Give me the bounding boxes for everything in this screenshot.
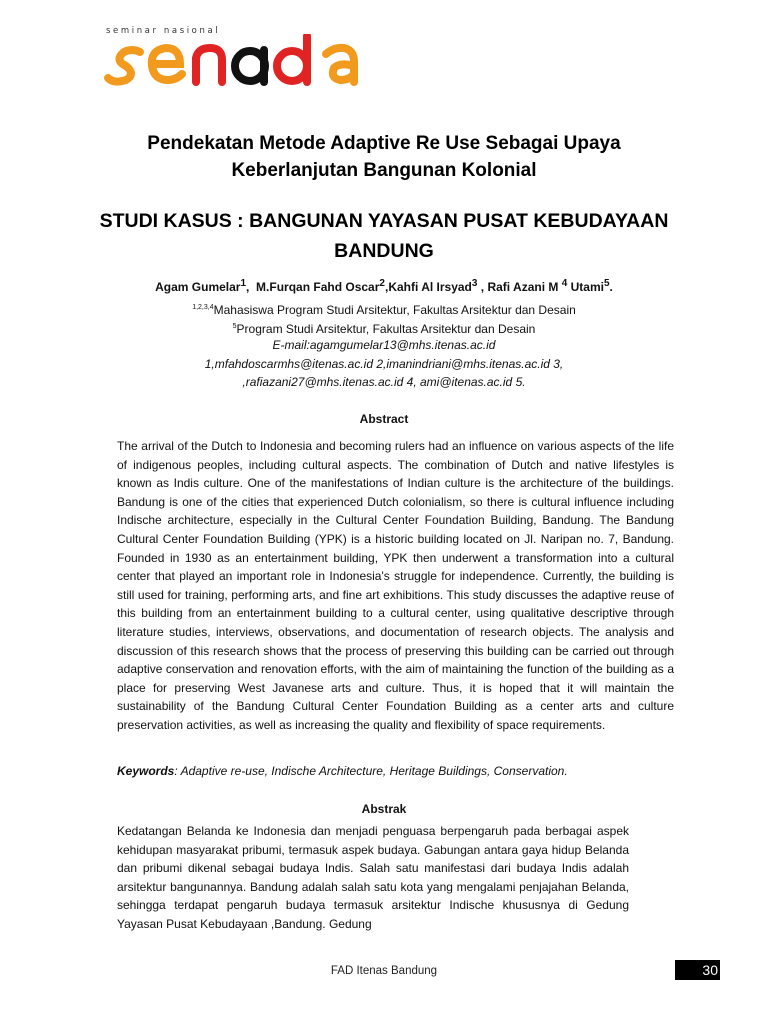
page-number: 30 [675,960,720,980]
affiliation-1: $^{1,2,3,4}$Mahasiswa Program Studi Arsitektur, Fakultas Arsitektur dan Desain [192,303,576,317]
keywords [117,764,674,778]
abstract-heading: Abstract [359,412,409,426]
abstract-text: The arrival of the Dutch to Indonesia and becoming rulers had an influence on various aspects of the life of indigenous peoples, including cultural aspects. The combination of Dutch and native lifestyles is known as Indis culture. One of the manifestations of Indian culture is the architecture of the buildings. Bandung is one of the cities that experienced Dutch colonialism, so there is cultural influence including Indische architecture, especially in the Cultural Center Foundation Building, Bandung. The Bandung Cultural Center Foundation Building (YPK) is a historic building located on Jl. Naripan no. 7, Bandung. Founded in 1930 as an entertainment building, YPK then underwent a transformation into a cultural center that played an important role in Indonesia's struggle for independence. Currently, the building is still used for training, performing arts, and fine art exhibitions. This study discusses the adaptive reuse of this building from an entertainment building to a cultural center, using qualitative descriptive through literature studies, interviews, observations, and documentation of research objects. The analysis and discussion of this research shows that the process of preserving this building can be carried out through adaptive conservation and renovation efforts, with the aim of maintaining the function of the building as a place for preserving West Javanese arts and culture. Thus, it is hoped that it will maintain the sustainability of the Bandung Cultural Center Foundation Building as a center arts and culture preservation activities, as well as increasing the quality and flexibility of space requirements. [117,439,674,732]
author: Agam Gumelar [155,280,241,294]
paper-subtitle: STUDI KASUS : BANGUNAN YAYASAN PUSAT KEBUDAYAAN BANDUNG [99,210,669,262]
seminar-logo [104,26,364,86]
logo-tagline: seminar nasional [106,26,221,36]
senada-wordmark-logo [104,34,364,86]
email-line: ,rafiazani27@mhs.itenas.ac.id 4, ami@itenas.ac.id 5. [242,375,526,389]
author: Rafi Azani M [487,280,559,294]
paper-title: Pendekatan Metode Adaptive Re Use Sebagai Upaya Keberlanjutan Bangunan Kolonial [147,133,621,181]
keywords-text: : Adaptive re-use, Indische Architecture, Heritage Buildings, Conservation. [174,764,568,778]
author: Utami [570,280,604,294]
keywords-label: Keywords [117,764,175,778]
email-block [80,336,688,392]
author: M.Furqan Fahd Oscar [256,280,380,294]
affiliation-2: $^5$Program Studi Arsitektur, Fakultas Arsitektur dan Desain [232,322,536,336]
author: Kahfi Al Irsyad [388,280,472,294]
abstrak-heading: Abstrak [361,802,407,816]
author-list: Agam Gumelar$^1$, M.Furqan Fahd Oscar$^2$,Kahfi Al Irsyad$^3$ , Rafi Azani M $^4$ Utami$^5$. [155,278,613,294]
email-line: 1,mfahdoscarmhs@itenas.ac.id 2,imanindriani@mhs.itenas.ac.id 3, [204,356,564,371]
abstrak-text: Kedatangan Belanda ke Indonesia dan menjadi penguasa berpengaruh pada berbagai aspek kehidupan masyarakat pribumi, termasuk aspek budaya. Gabungan antara gaya hidup Belanda dan pribumi dikenal sebagai budaya Indis. Salah satu manifestasi dari budaya Indis adalah arsitektur bangunannya. Bandung adalah salah satu kota yang mengalami penjajahan Belanda, sehingga terdapat pengaruh budaya termasuk arsitektur Indische khususnya di Gedung Yayasan Pusat Kebudayaan ,Bandung. Gedung [117,824,629,931]
email-line: E-mail:agamgumelar13@mhs.itenas.ac.id [272,338,496,352]
footer-text: FAD Itenas Bandung [330,965,438,977]
